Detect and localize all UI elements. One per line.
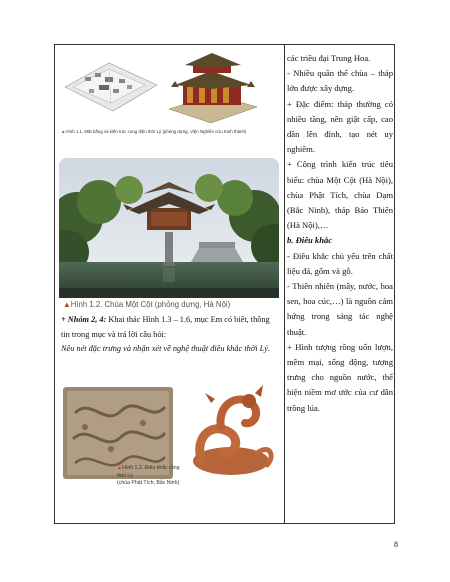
section-heading-sculpture: b. Điêu khắc xyxy=(287,235,333,246)
content-table xyxy=(54,44,395,524)
one-pillar-pagoda-photo xyxy=(59,158,279,298)
right-paragraph-1: các triều đại Trung Hoa. xyxy=(287,53,371,63)
figure-1-2-caption xyxy=(63,300,283,309)
palace-plan-figure xyxy=(61,49,279,129)
right-column xyxy=(287,51,393,416)
task-group-label: + Nhóm 2, 4: xyxy=(61,315,107,324)
page-number: 8 xyxy=(394,540,398,549)
figure-1-1-caption xyxy=(61,129,281,134)
right-paragraph-5: - Điêu khắc chủ yếu trên chất liệu đá, gốm và gỗ. xyxy=(287,250,393,276)
terracotta-dragon-illustration xyxy=(193,385,271,475)
right-paragraph-2: - Nhiều quần thể chùa – tháp lớn được xây dựng. xyxy=(287,68,393,94)
figure-marker-icon: ▲ xyxy=(63,300,71,309)
left-column xyxy=(55,45,284,523)
right-paragraph-6: - Thiên nhiên (mây, nước, hoa sen, hoa cúc,…) là nguồn cảm hứng trong sáng tác nghệ thuật. xyxy=(287,281,393,337)
figure-1-3-caption xyxy=(117,465,187,488)
group-task-block xyxy=(61,313,279,357)
right-paragraph-7: + Hình tượng rồng uốn lượn, mềm mại, sống động, tượng trưng cho nguồn nước, thể hiện niềm mơ ước của cư dân trồng lúa. xyxy=(287,341,393,413)
figure-1-2-caption-text: Hình 1.2. Chùa Một Cột (phỏng dựng, Hà Nội) xyxy=(70,300,231,309)
palace-site-plan-illustration xyxy=(65,63,157,111)
right-paragraph-3: + Đặc điểm: tháp thường có nhiều tầng, nền giật cấp, cao dần lên đỉnh, tạo nét uy nghiêm. xyxy=(287,98,393,155)
page-frame xyxy=(54,44,396,524)
task-instruction xyxy=(61,313,279,342)
figure-1-3-caption-line2: (chùa Phật Tích, Bắc Ninh) xyxy=(117,480,180,486)
right-paragraph-4: + Công trình kiến trúc tiêu biểu: chùa Một Cột (Hà Nội), chùa Phật Tích, chùa Dạm (Bắc Ninh), tháp Báo Thiên (Hà Nội),… xyxy=(287,159,393,231)
task-instruction-text: Khai thác Hình 1.3 – 1.6, mục Em có biết, thông tin trong mục và trả lời câu hỏi: xyxy=(61,315,270,339)
task-question: Nêu nét đặc trưng và nhận xét về nghệ thuật điêu khắc thời Lý. xyxy=(61,344,270,353)
figure-1-3-caption-title: Hình 1.3. Điêu khắc rồng thời Lý xyxy=(117,465,180,479)
figure-marker-icon: ▲ xyxy=(117,465,123,471)
figure-marker-icon: ▲ xyxy=(61,129,66,134)
figure-1-1-caption-text: Hình 1.1. Mặt bằng và kiến trúc cung điện thời Lý (phỏng dựng, Viện Nghiên cứu Kinh thành) xyxy=(65,129,247,134)
column-divider xyxy=(284,45,285,523)
palace-building-illustration xyxy=(169,53,257,123)
figure-1-3-caption-line1 xyxy=(117,465,187,480)
